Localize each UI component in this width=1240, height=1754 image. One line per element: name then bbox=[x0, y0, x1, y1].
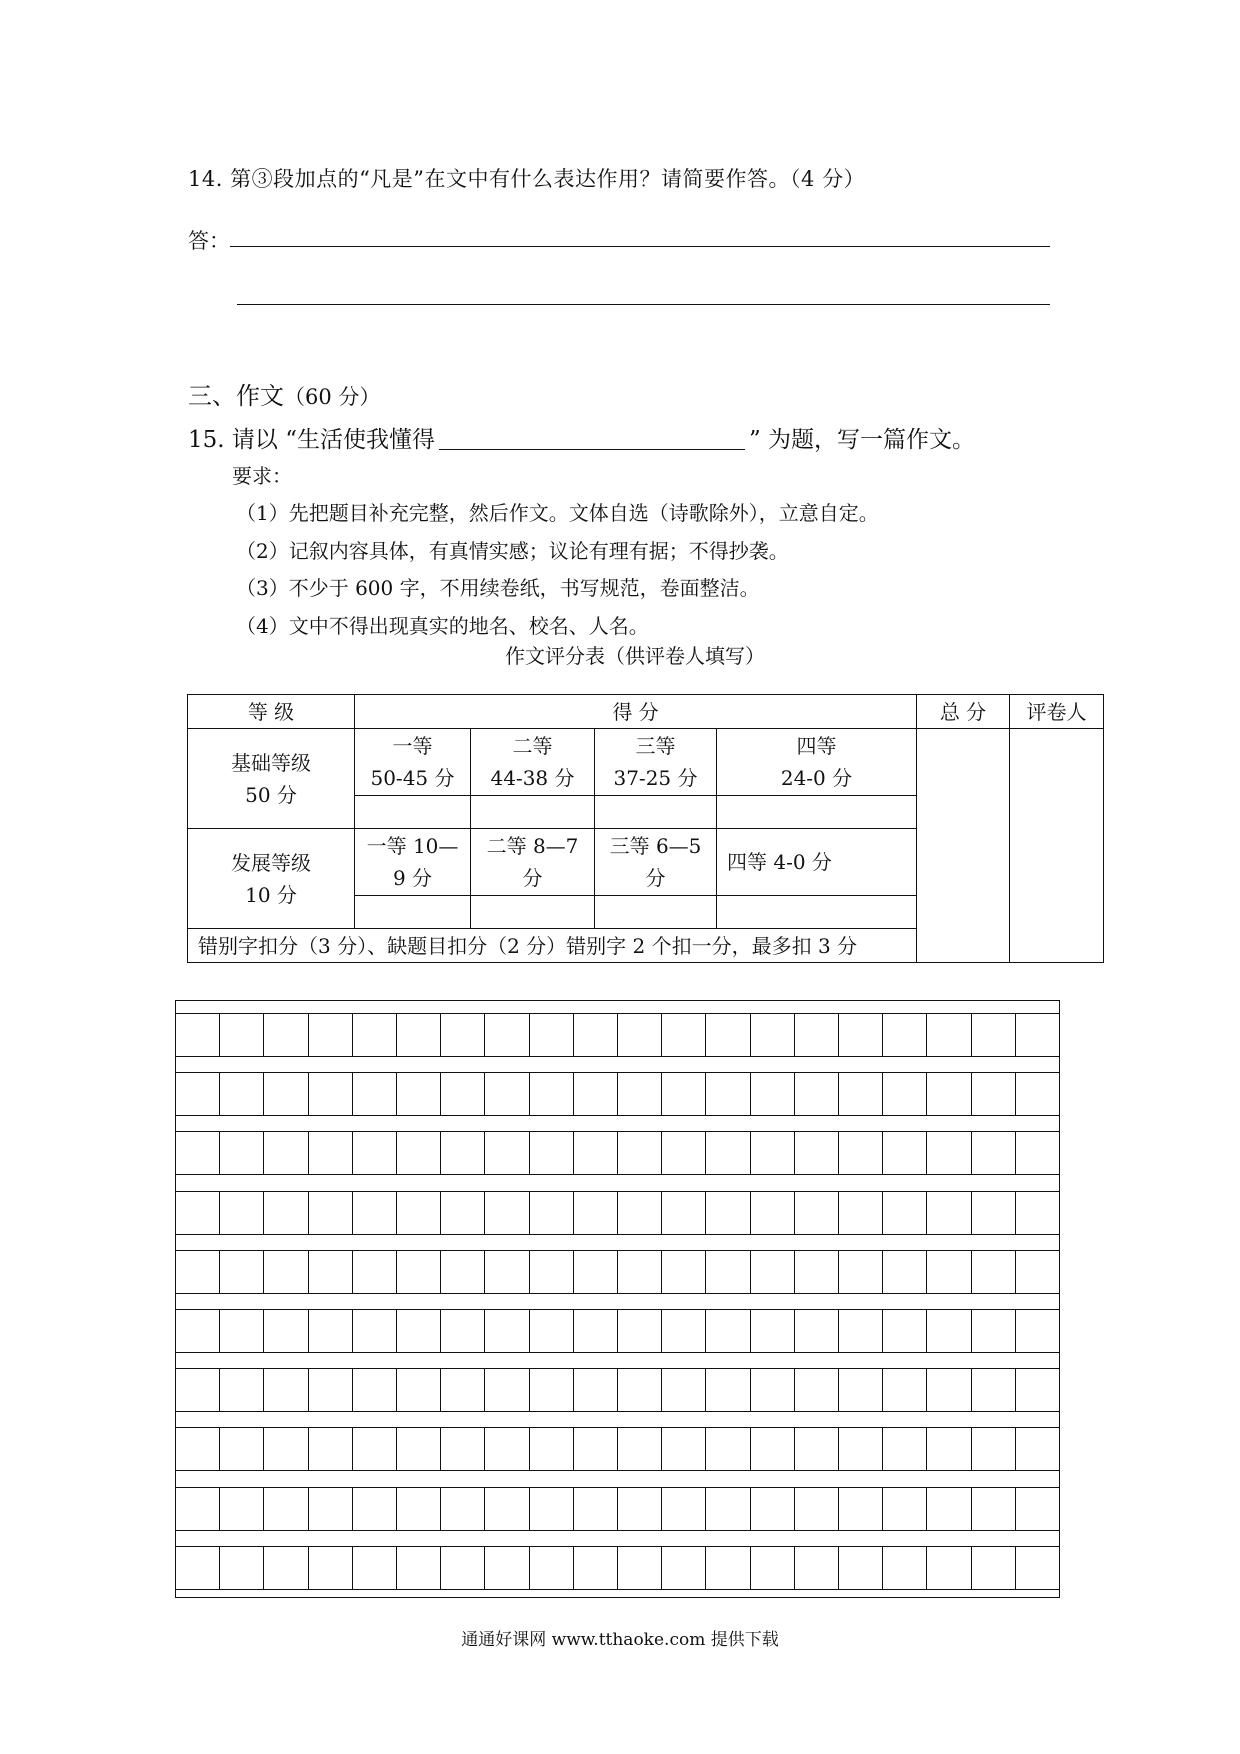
grid-cell[interactable] bbox=[662, 1310, 706, 1352]
development-score-entry-4[interactable] bbox=[717, 896, 917, 929]
grid-cell[interactable] bbox=[397, 1132, 441, 1174]
grid-cell[interactable] bbox=[883, 1488, 927, 1530]
grid-cell[interactable] bbox=[574, 1073, 618, 1115]
grid-cell[interactable] bbox=[397, 1310, 441, 1352]
grid-cell[interactable] bbox=[176, 1428, 220, 1470]
grid-cell[interactable] bbox=[397, 1369, 441, 1411]
grid-cell[interactable] bbox=[706, 1369, 750, 1411]
grid-cell[interactable] bbox=[220, 1310, 264, 1352]
grid-cell[interactable] bbox=[441, 1369, 485, 1411]
grid-cell[interactable] bbox=[485, 1428, 529, 1470]
grid-cell[interactable] bbox=[795, 1073, 839, 1115]
grid-cell[interactable] bbox=[485, 1251, 529, 1293]
header-level: 等 级 bbox=[188, 695, 355, 729]
grid-cell[interactable] bbox=[839, 1014, 883, 1056]
development-score-entry-2[interactable] bbox=[471, 896, 595, 929]
grid-cell[interactable] bbox=[264, 1132, 308, 1174]
title-blank[interactable] bbox=[439, 427, 745, 450]
grid-cell[interactable] bbox=[530, 1547, 574, 1589]
grid-cell[interactable] bbox=[662, 1132, 706, 1174]
grid-cell[interactable] bbox=[485, 1014, 529, 1056]
grid-cell[interactable] bbox=[751, 1014, 795, 1056]
grid-cell[interactable] bbox=[574, 1369, 618, 1411]
grid-cell[interactable] bbox=[264, 1547, 308, 1589]
grid-cell[interactable] bbox=[574, 1251, 618, 1293]
deduction-note: 错别字扣分（3 分）、缺题目扣分（2 分）错别字 2 个扣一分，最多扣 3 分 bbox=[188, 929, 917, 963]
grid-cell[interactable] bbox=[353, 1192, 397, 1234]
grid-cell[interactable] bbox=[1016, 1369, 1059, 1411]
grid-cell[interactable] bbox=[264, 1251, 308, 1293]
grid-cell[interactable] bbox=[176, 1547, 220, 1589]
grid-cell[interactable] bbox=[309, 1488, 353, 1530]
grid-cell[interactable] bbox=[1016, 1073, 1059, 1115]
grid-cell[interactable] bbox=[176, 1192, 220, 1234]
score-table bbox=[187, 694, 1104, 963]
grid-cell[interactable] bbox=[441, 1192, 485, 1234]
grid-cell[interactable] bbox=[883, 1369, 927, 1411]
grid-cell[interactable] bbox=[618, 1547, 662, 1589]
grid-cell[interactable] bbox=[176, 1073, 220, 1115]
grid-row bbox=[176, 1191, 1059, 1235]
grid-cell[interactable] bbox=[662, 1369, 706, 1411]
basic-grade-4 bbox=[717, 729, 917, 796]
grid-cell[interactable] bbox=[927, 1428, 971, 1470]
requirement-4: （4）文中不得出现真实的地名、校名、人名。 bbox=[236, 614, 649, 638]
grid-cell[interactable] bbox=[353, 1428, 397, 1470]
requirement-2: （2）记叙内容具体，有真情实感；议论有理有据；不得抄袭。 bbox=[236, 539, 789, 563]
grid-row bbox=[176, 1013, 1059, 1057]
grid-cell[interactable] bbox=[485, 1132, 529, 1174]
grid-cell[interactable] bbox=[795, 1310, 839, 1352]
grid-cell[interactable] bbox=[353, 1369, 397, 1411]
grade-range: 50-45 分 bbox=[370, 766, 455, 790]
grid-cell[interactable] bbox=[309, 1428, 353, 1470]
grid-cell[interactable] bbox=[839, 1310, 883, 1352]
requirement-3: （3）不少于 600 字，不用续卷纸，书写规范，卷面整洁。 bbox=[236, 576, 760, 600]
grid-cell[interactable] bbox=[485, 1192, 529, 1234]
grid-cell[interactable] bbox=[220, 1428, 264, 1470]
question-15-prefix: 15. 请以 “生活使我懂得 bbox=[188, 427, 435, 453]
grid-cell[interactable] bbox=[972, 1310, 1016, 1352]
grid-row bbox=[176, 1546, 1059, 1590]
grid-cell[interactable] bbox=[220, 1014, 264, 1056]
grid-cell[interactable] bbox=[220, 1547, 264, 1589]
grade-name: 四等 bbox=[796, 734, 837, 758]
grid-cell[interactable] bbox=[795, 1488, 839, 1530]
grid-cell[interactable] bbox=[618, 1251, 662, 1293]
grid-cell[interactable] bbox=[1016, 1488, 1059, 1530]
grid-cell[interactable] bbox=[220, 1369, 264, 1411]
grid-cell[interactable] bbox=[618, 1428, 662, 1470]
grid-cell[interactable] bbox=[883, 1132, 927, 1174]
grid-cell[interactable] bbox=[176, 1014, 220, 1056]
basic-grade-1 bbox=[355, 729, 471, 796]
development-score-entry-3[interactable] bbox=[595, 896, 717, 929]
grid-cell[interactable] bbox=[264, 1369, 308, 1411]
grid-cell[interactable] bbox=[618, 1014, 662, 1056]
grid-cell[interactable] bbox=[927, 1310, 971, 1352]
grid-cell[interactable] bbox=[485, 1488, 529, 1530]
grid-cell[interactable] bbox=[972, 1428, 1016, 1470]
grid-cell[interactable] bbox=[795, 1132, 839, 1174]
development-grade-2 bbox=[471, 829, 595, 896]
grid-cell[interactable] bbox=[397, 1014, 441, 1056]
grid-cell[interactable] bbox=[706, 1014, 750, 1056]
grid-cell[interactable] bbox=[530, 1428, 574, 1470]
grid-cell[interactable] bbox=[574, 1428, 618, 1470]
grid-cell[interactable] bbox=[751, 1073, 795, 1115]
grid-cell[interactable] bbox=[1016, 1428, 1059, 1470]
grid-cell[interactable] bbox=[176, 1132, 220, 1174]
grid-cell[interactable] bbox=[353, 1014, 397, 1056]
grid-cell[interactable] bbox=[972, 1192, 1016, 1234]
development-level-cell bbox=[188, 829, 355, 929]
grid-cell[interactable] bbox=[751, 1428, 795, 1470]
grid-cell[interactable] bbox=[176, 1310, 220, 1352]
writing-grid bbox=[175, 1000, 1060, 1598]
grid-cell[interactable] bbox=[972, 1132, 1016, 1174]
question-14: 14. 第③段加点的“凡是”在文中有什么表达作用？请简要作答。（4 分） bbox=[188, 167, 866, 191]
grid-cell[interactable] bbox=[264, 1310, 308, 1352]
grade-range: 24-0 分 bbox=[780, 766, 853, 790]
grid-cell[interactable] bbox=[839, 1192, 883, 1234]
header-score: 得 分 bbox=[355, 695, 917, 729]
grid-cell[interactable] bbox=[839, 1547, 883, 1589]
section-title-text: 三、作文 bbox=[188, 382, 284, 410]
grid-cell[interactable] bbox=[927, 1251, 971, 1293]
grid-cell[interactable] bbox=[706, 1428, 750, 1470]
grid-cell[interactable] bbox=[972, 1073, 1016, 1115]
grid-cell[interactable] bbox=[530, 1132, 574, 1174]
header-grader: 评卷人 bbox=[1010, 695, 1104, 729]
grade-name: 三等 bbox=[635, 734, 676, 758]
grid-row bbox=[176, 1368, 1059, 1412]
grid-cell[interactable] bbox=[264, 1014, 308, 1056]
grid-cell[interactable] bbox=[397, 1547, 441, 1589]
grid-cell[interactable] bbox=[706, 1073, 750, 1115]
grid-cell[interactable] bbox=[927, 1073, 971, 1115]
grid-cell[interactable] bbox=[353, 1251, 397, 1293]
grid-cell[interactable] bbox=[883, 1014, 927, 1056]
grid-cell[interactable] bbox=[751, 1192, 795, 1234]
grid-cell[interactable] bbox=[441, 1251, 485, 1293]
grid-cell[interactable] bbox=[839, 1369, 883, 1411]
grid-cell[interactable] bbox=[751, 1251, 795, 1293]
grid-cell[interactable] bbox=[972, 1251, 1016, 1293]
grid-cell[interactable] bbox=[706, 1132, 750, 1174]
grid-cell[interactable] bbox=[397, 1428, 441, 1470]
grid-cell[interactable] bbox=[795, 1014, 839, 1056]
grid-cell[interactable] bbox=[353, 1488, 397, 1530]
development-level-label: 发展等级 bbox=[231, 850, 311, 875]
basic-level-points: 50 分 bbox=[245, 782, 297, 807]
grid-cell[interactable] bbox=[751, 1488, 795, 1530]
basic-score-entry-2[interactable] bbox=[471, 796, 595, 829]
header-total: 总 分 bbox=[917, 695, 1010, 729]
grid-cell[interactable] bbox=[485, 1073, 529, 1115]
grade-line: 分 bbox=[522, 866, 543, 890]
grid-cell[interactable] bbox=[309, 1369, 353, 1411]
grade-range: 44-38 分 bbox=[490, 766, 575, 790]
grid-cell[interactable] bbox=[574, 1132, 618, 1174]
grid-cell[interactable] bbox=[662, 1488, 706, 1530]
grade-range: 37-25 分 bbox=[613, 766, 698, 790]
grid-cell[interactable] bbox=[176, 1488, 220, 1530]
grid-cell[interactable] bbox=[353, 1132, 397, 1174]
total-score-cell[interactable] bbox=[917, 729, 1010, 963]
basic-level-label: 基础等级 bbox=[231, 750, 311, 775]
grid-cell[interactable] bbox=[839, 1132, 883, 1174]
basic-score-entry-3[interactable] bbox=[595, 796, 717, 829]
grid-cell[interactable] bbox=[751, 1132, 795, 1174]
grid-cell[interactable] bbox=[574, 1488, 618, 1530]
grid-cell[interactable] bbox=[1016, 1014, 1059, 1056]
grid-cell[interactable] bbox=[441, 1488, 485, 1530]
grid-row bbox=[176, 1250, 1059, 1294]
grid-cell[interactable] bbox=[795, 1192, 839, 1234]
grid-cell[interactable] bbox=[309, 1132, 353, 1174]
grade-line: 三等 6—5 bbox=[609, 834, 702, 858]
grid-cell[interactable] bbox=[618, 1310, 662, 1352]
grid-cell[interactable] bbox=[618, 1192, 662, 1234]
grid-cell[interactable] bbox=[972, 1488, 1016, 1530]
grid-row bbox=[176, 1131, 1059, 1175]
grade-line: 二等 8—7 bbox=[486, 834, 579, 858]
grid-cell[interactable] bbox=[927, 1547, 971, 1589]
grid-cell[interactable] bbox=[309, 1014, 353, 1056]
basic-score-entry-4[interactable] bbox=[717, 796, 917, 829]
grid-cell[interactable] bbox=[706, 1251, 750, 1293]
grid-cell[interactable] bbox=[795, 1251, 839, 1293]
score-table-title: 作文评分表（供评卷人填写） bbox=[505, 644, 765, 668]
grid-cell[interactable] bbox=[441, 1547, 485, 1589]
answer-label: 答： bbox=[188, 229, 230, 253]
development-grade-3 bbox=[595, 829, 717, 896]
grid-cell[interactable] bbox=[220, 1251, 264, 1293]
requirement-1: （1）先把题目补充完整，然后作文。文体自选（诗歌除外），立意自定。 bbox=[236, 501, 879, 525]
grid-cell[interactable] bbox=[530, 1251, 574, 1293]
grid-cell[interactable] bbox=[662, 1547, 706, 1589]
grid-cell[interactable] bbox=[883, 1073, 927, 1115]
grid-cell[interactable] bbox=[264, 1488, 308, 1530]
grid-cell[interactable] bbox=[220, 1488, 264, 1530]
grid-cell[interactable] bbox=[530, 1369, 574, 1411]
grid-cell[interactable] bbox=[574, 1014, 618, 1056]
grade-name: 一等 bbox=[392, 734, 433, 758]
grid-cell[interactable] bbox=[441, 1014, 485, 1056]
answer-line-2[interactable] bbox=[237, 304, 1050, 305]
grid-cell[interactable] bbox=[220, 1073, 264, 1115]
grid-cell[interactable] bbox=[264, 1192, 308, 1234]
grid-cell[interactable] bbox=[530, 1192, 574, 1234]
grid-cell[interactable] bbox=[441, 1310, 485, 1352]
grid-cell[interactable] bbox=[1016, 1251, 1059, 1293]
grid-row bbox=[176, 1427, 1059, 1471]
grid-cell[interactable] bbox=[485, 1310, 529, 1352]
grid-cell[interactable] bbox=[220, 1192, 264, 1234]
development-grade-4: 四等 4-0 分 bbox=[717, 829, 917, 896]
grid-cell[interactable] bbox=[397, 1251, 441, 1293]
grid-cell[interactable] bbox=[1016, 1310, 1059, 1352]
grid-cell[interactable] bbox=[574, 1547, 618, 1589]
grid-cell[interactable] bbox=[264, 1073, 308, 1115]
grid-cell[interactable] bbox=[618, 1073, 662, 1115]
grid-cell[interactable] bbox=[751, 1310, 795, 1352]
grid-cell[interactable] bbox=[839, 1488, 883, 1530]
grid-row bbox=[176, 1487, 1059, 1531]
grid-cell[interactable] bbox=[441, 1132, 485, 1174]
grid-row bbox=[176, 1072, 1059, 1116]
development-score-entry-1[interactable] bbox=[355, 896, 471, 929]
grid-cell[interactable] bbox=[441, 1428, 485, 1470]
grade-line: 9 分 bbox=[392, 866, 433, 890]
grid-cell[interactable] bbox=[662, 1251, 706, 1293]
grid-cell[interactable] bbox=[397, 1192, 441, 1234]
grid-cell[interactable] bbox=[883, 1192, 927, 1234]
basic-score-entry-1[interactable] bbox=[355, 796, 471, 829]
grid-cell[interactable] bbox=[309, 1073, 353, 1115]
grid-cell[interactable] bbox=[220, 1132, 264, 1174]
grid-cell[interactable] bbox=[618, 1132, 662, 1174]
grid-cell[interactable] bbox=[309, 1251, 353, 1293]
grid-cell[interactable] bbox=[927, 1369, 971, 1411]
grade-line: 分 bbox=[645, 866, 666, 890]
requirements-heading: 要求： bbox=[232, 464, 292, 488]
grid-cell[interactable] bbox=[264, 1428, 308, 1470]
grid-cell[interactable] bbox=[706, 1310, 750, 1352]
question-15-suffix: ” 为题，写一篇作文。 bbox=[748, 427, 976, 453]
grid-cell[interactable] bbox=[574, 1192, 618, 1234]
section-title bbox=[188, 376, 380, 411]
grid-cell[interactable] bbox=[795, 1547, 839, 1589]
grid-cell[interactable] bbox=[839, 1251, 883, 1293]
development-level-points: 10 分 bbox=[245, 882, 297, 907]
answer-line-1[interactable] bbox=[230, 246, 1050, 247]
grid-cell[interactable] bbox=[353, 1073, 397, 1115]
grid-cell[interactable] bbox=[662, 1014, 706, 1056]
grid-cell[interactable] bbox=[839, 1073, 883, 1115]
basic-grade-3 bbox=[595, 729, 717, 796]
grid-cell[interactable] bbox=[309, 1310, 353, 1352]
grid-cell[interactable] bbox=[309, 1192, 353, 1234]
grid-cell[interactable] bbox=[309, 1547, 353, 1589]
grid-cell[interactable] bbox=[839, 1428, 883, 1470]
grid-cell[interactable] bbox=[485, 1369, 529, 1411]
grid-cell[interactable] bbox=[795, 1369, 839, 1411]
grid-cell[interactable] bbox=[927, 1488, 971, 1530]
grid-cell[interactable] bbox=[441, 1073, 485, 1115]
grid-cell[interactable] bbox=[530, 1488, 574, 1530]
grid-cell[interactable] bbox=[1016, 1132, 1059, 1174]
grid-cell[interactable] bbox=[883, 1251, 927, 1293]
grid-cell[interactable] bbox=[795, 1428, 839, 1470]
grid-cell[interactable] bbox=[485, 1547, 529, 1589]
grid-cell[interactable] bbox=[176, 1369, 220, 1411]
grid-cell[interactable] bbox=[972, 1369, 1016, 1411]
grid-cell[interactable] bbox=[530, 1073, 574, 1115]
basic-grade-2 bbox=[471, 729, 595, 796]
grade-line: 一等 10— bbox=[366, 834, 459, 858]
footer-text: 通通好课网 www.tthaoke.com 提供下载 bbox=[461, 1630, 779, 1650]
grid-cell[interactable] bbox=[972, 1547, 1016, 1589]
grid-cell[interactable] bbox=[751, 1547, 795, 1589]
grid-cell[interactable] bbox=[927, 1192, 971, 1234]
grid-row bbox=[176, 1309, 1059, 1353]
development-grade-1 bbox=[355, 829, 471, 896]
grid-cell[interactable] bbox=[618, 1488, 662, 1530]
grid-cell[interactable] bbox=[972, 1014, 1016, 1056]
grid-cell[interactable] bbox=[662, 1073, 706, 1115]
grid-cell[interactable] bbox=[751, 1369, 795, 1411]
grid-cell[interactable] bbox=[927, 1132, 971, 1174]
grid-cell[interactable] bbox=[1016, 1192, 1059, 1234]
grid-cell[interactable] bbox=[397, 1073, 441, 1115]
grid-cell[interactable] bbox=[530, 1310, 574, 1352]
grid-cell[interactable] bbox=[883, 1428, 927, 1470]
grid-cell[interactable] bbox=[574, 1310, 618, 1352]
grid-cell[interactable] bbox=[176, 1251, 220, 1293]
grid-cell[interactable] bbox=[662, 1192, 706, 1234]
grid-cell[interactable] bbox=[927, 1014, 971, 1056]
grid-cell[interactable] bbox=[883, 1547, 927, 1589]
grid-cell[interactable] bbox=[706, 1547, 750, 1589]
grid-cell[interactable] bbox=[1016, 1547, 1059, 1589]
grid-cell[interactable] bbox=[706, 1488, 750, 1530]
grader-cell[interactable] bbox=[1010, 729, 1104, 963]
grid-cell[interactable] bbox=[662, 1428, 706, 1470]
section-points: （60 分） bbox=[284, 385, 381, 409]
grid-cell[interactable] bbox=[530, 1014, 574, 1056]
basic-level-cell bbox=[188, 729, 355, 829]
grade-name: 二等 bbox=[512, 734, 553, 758]
grid-cell[interactable] bbox=[397, 1488, 441, 1530]
grid-cell[interactable] bbox=[706, 1192, 750, 1234]
grid-cell[interactable] bbox=[618, 1369, 662, 1411]
grid-cell[interactable] bbox=[353, 1547, 397, 1589]
grid-cell[interactable] bbox=[353, 1310, 397, 1352]
question-15 bbox=[188, 421, 975, 454]
grid-cell[interactable] bbox=[883, 1310, 927, 1352]
